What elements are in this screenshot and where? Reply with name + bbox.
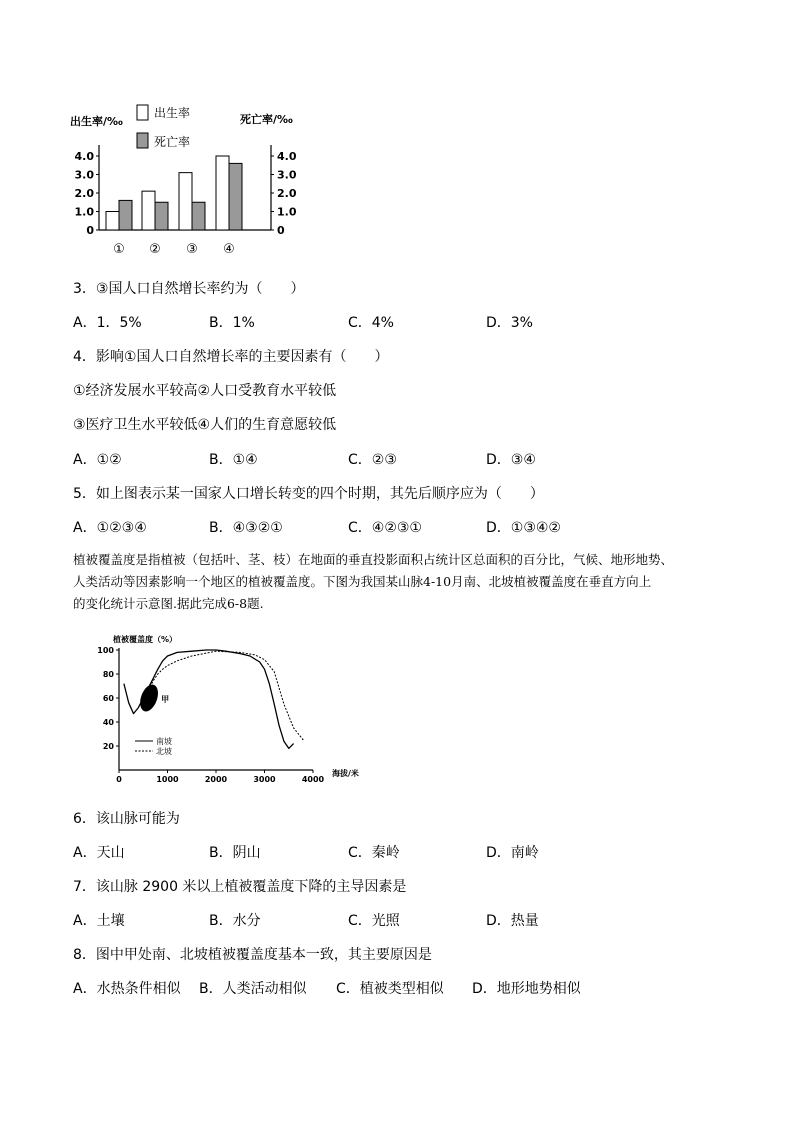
q8-stem: 8．图中甲处南、北坡植被覆盖度基本一致，其主要原因是 <box>73 947 432 963</box>
q3-option-a[interactable]: A．1．5% <box>73 315 142 331</box>
q6-option-b[interactable]: B．阴山 <box>209 845 261 861</box>
q4-stem: 4．影响①国人口自然增长率的主要因素有（ ） <box>73 349 389 365</box>
vegetation-coverage-chart <box>95 630 375 785</box>
c2-y-tick-label: 100 <box>97 646 114 655</box>
q4-option-b[interactable]: B．①④ <box>209 452 258 468</box>
q4-line2: ③医疗卫生水平较低④人们的生育意愿较低 <box>73 417 337 433</box>
category-label: ④ <box>223 242 235 257</box>
left-tick-label: 0 <box>86 224 94 237</box>
death-rate-bar <box>229 163 242 230</box>
c2-ylabel: 植被覆盖度（%） <box>113 635 178 644</box>
right-tick-label: 0 <box>277 224 285 237</box>
c2-y-tick-label: 20 <box>102 742 114 751</box>
c2-xlabel: 海拔/米 <box>332 769 359 778</box>
left-tick-label: 4.0 <box>74 150 94 163</box>
q6-option-d[interactable]: D．南岭 <box>486 845 539 861</box>
legend-birth-swatch <box>137 105 148 120</box>
birth-rate-bar <box>179 173 192 230</box>
q4-line1: ①经济发展水平较高②人口受教育水平较低 <box>73 383 337 399</box>
jia-label: 甲 <box>161 695 170 704</box>
q8-option-c[interactable]: C．植被类型相似 <box>336 981 444 997</box>
q6-stem: 6．该山脉可能为 <box>73 811 180 827</box>
birth-rate-bar <box>216 156 229 230</box>
q3-option-c[interactable]: C．4% <box>348 315 394 331</box>
c2-y-tick-label: 60 <box>102 694 114 703</box>
q7-option-b[interactable]: B．水分 <box>209 913 261 929</box>
jia-marker <box>137 682 162 714</box>
q8-option-b[interactable]: B．人类活动相似 <box>199 981 307 997</box>
left-tick-label: 2.0 <box>74 187 94 200</box>
right-tick-label: 1.0 <box>277 205 297 219</box>
q4-option-d[interactable]: D．③④ <box>486 452 536 468</box>
q6-option-c[interactable]: C．秦岭 <box>348 845 400 861</box>
q8-option-a[interactable]: A．水热条件相似 <box>73 981 181 997</box>
category-label: ② <box>149 242 161 257</box>
legend-death-label: 死亡率 <box>154 135 191 149</box>
legend-north-label: 北坡 <box>156 747 172 756</box>
category-label: ① <box>113 242 125 257</box>
c2-x-tick-label: 4000 <box>301 775 325 784</box>
intro-line-2: 人类活动等因素影响一个地区的植被覆盖度。下图为我国某山脉4-10月南、北坡植被覆盖度在垂直方向上 <box>73 574 652 589</box>
c2-y-tick-label: 40 <box>102 718 114 727</box>
death-rate-bar <box>192 202 205 230</box>
intro-paragraph <box>73 549 743 615</box>
c2-x-tick-label: 2000 <box>204 775 228 784</box>
legend-death-swatch <box>137 133 148 148</box>
q3-option-d[interactable]: D．3% <box>486 315 533 331</box>
intro-line-1: 植被覆盖度是指植被（包括叶、茎、枝）在地面的垂直投影面积占统计区总面积的百分比，气候、地形地势、 <box>73 552 674 567</box>
right-tick-label: 2.0 <box>277 187 297 200</box>
q7-stem: 7．该山脉 2900 米以上植被覆盖度下降的主导因素是 <box>73 879 407 895</box>
intro-line-3: 的变化统计示意图.据此完成6-8题. <box>73 596 264 611</box>
right-axis-label: 死亡率/‰ <box>240 113 293 126</box>
birth-death-rate-chart <box>70 100 310 260</box>
q3-stem: 3．③国人口自然增长率约为（ ） <box>73 281 305 297</box>
birth-rate-bar <box>106 212 119 231</box>
q8-option-d[interactable]: D．地形地势相似 <box>472 981 581 997</box>
left-axis-label: 出生率/‰ <box>70 115 123 128</box>
legend-south-label: 南坡 <box>156 737 172 746</box>
c2-x-tick-label: 0 <box>116 775 122 784</box>
right-tick-label: 3.0 <box>277 168 297 182</box>
right-tick-label: 4.0 <box>277 150 297 163</box>
death-rate-bar <box>119 200 132 230</box>
left-tick-label: 1.0 <box>74 205 94 219</box>
birth-rate-bar <box>142 191 155 230</box>
q3-option-b[interactable]: B．1% <box>209 315 255 331</box>
q5-stem: 5．如上图表示某一国家人口增长转变的四个时期，其先后顺序应为（ ） <box>73 486 544 502</box>
q5-option-a[interactable]: A．①②③④ <box>73 520 147 536</box>
q4-option-c[interactable]: C．②③ <box>348 452 397 468</box>
q4-option-a[interactable]: A．①② <box>73 452 122 468</box>
c2-x-tick-label: 1000 <box>156 775 179 784</box>
q7-option-a[interactable]: A．土壤 <box>73 913 125 929</box>
q5-option-d[interactable]: D．①③④② <box>486 520 561 536</box>
q7-option-c[interactable]: C．光照 <box>348 913 400 929</box>
death-rate-bar <box>155 202 168 230</box>
left-tick-label: 3.0 <box>74 168 94 182</box>
q5-option-c[interactable]: C．④②③① <box>348 520 422 536</box>
q5-option-b[interactable]: B．④③②① <box>209 520 283 536</box>
q6-option-a[interactable]: A．天山 <box>73 845 125 861</box>
q7-option-d[interactable]: D．热量 <box>486 913 539 929</box>
category-label: ③ <box>186 242 198 257</box>
legend-birth-label: 出生率 <box>154 106 191 120</box>
c2-x-tick-label: 3000 <box>253 775 276 784</box>
c2-y-tick-label: 80 <box>102 670 114 679</box>
